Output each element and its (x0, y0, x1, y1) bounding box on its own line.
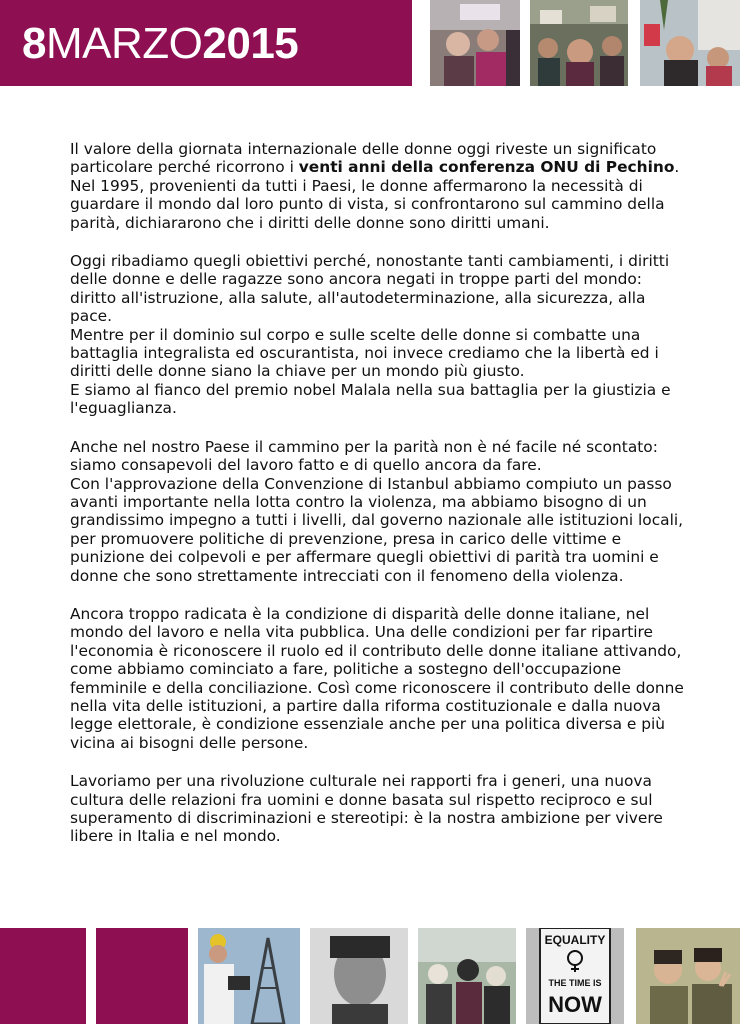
text-line: per promuovere politiche di prevenzione, presa in carico delle vittime e (70, 529, 622, 548)
sign-now-text: NOW (548, 992, 602, 1017)
text-line: parità, dichiararono che i diritti delle donne sono diritti umani. (70, 213, 550, 232)
text-line: Lavoriamo per una rivoluzione culturale nei rapporti fra i generi, una nuova (70, 772, 652, 791)
page-title (22, 18, 298, 70)
text-line: donne che sono strettamente intrecciati con il fenomeno della violenza. (70, 566, 624, 585)
paragraph-1 (70, 140, 682, 232)
sign-equality-text: EQUALITY (544, 933, 606, 947)
footer-photo-portrait (310, 928, 408, 1024)
text-fragment: particolare perché ricorrono i (70, 158, 299, 177)
text-line: mondo del lavoro e nella vita pubblica. Una delle condizioni per far ripartire (70, 623, 653, 642)
text-line: come abbiamo cominciato a fare, politiche a sostegno dell'occupazione (70, 660, 622, 679)
article-body (70, 140, 682, 866)
text-line: Anche nel nostro Paese il cammino per la parità non è né facile né scontato: (70, 437, 658, 456)
text-line: avanti importante nella lotta contro la violenza, ma abbiamo bisogno di un (70, 492, 647, 511)
text-line: diritto all'istruzione, alla salute, all'autodeterminazione, alla sicurezza, alla (70, 288, 646, 307)
text-line: delle donne e delle ragazze sono ancora negati in troppe parti del mondo: (70, 270, 642, 289)
header-photo-protest-1 (430, 0, 520, 86)
paragraph-2 (70, 252, 682, 418)
text-line: nella vita delle istituzioni, a partire dalla riforma costituzionale e dalla nuova (70, 696, 661, 715)
text-line: siamo consapevoli del lavoro fatto e di quello ancora da fare. (70, 456, 542, 475)
text-line: Mentre per il dominio sul corpo e sulle scelte delle donne si combatte una (70, 325, 641, 344)
text-line: Nel 1995, provenienti da tutti i Paesi, le donne affermarono la necessità di (70, 176, 643, 195)
highlighted-text: venti anni della conferenza ONU di Pechino (298, 158, 675, 177)
footer-photo-equality-sign (526, 928, 624, 1024)
text-line: pace. (70, 307, 113, 326)
text-line (70, 158, 682, 176)
text-line: l'economia è riconoscere il ruolo ed il contributo delle donne italiane attivando, (70, 641, 682, 660)
footer-photo-engineer (198, 928, 300, 1024)
text-line: Oggi ribadiamo quegli obiettivi perché, nonostante tanti cambiamenti, i diritti (70, 252, 670, 271)
footer-photo-soldiers (636, 928, 740, 1024)
title-day: 8 (22, 19, 46, 68)
text-line: E siamo al fianco del premio nobel Malala nella sua battaglia per la giustizia e (70, 380, 671, 399)
footer-photo-march (418, 928, 516, 1024)
text-line: guardare il mondo dal loro punto di vista, si confrontarono sul cammino della (70, 195, 665, 214)
text-line: vicina ai bisogni delle persone. (70, 733, 309, 752)
text-line: grandissimo impegno a tutti i livelli, dal governo nazionale alle istituzioni locali, (70, 511, 684, 530)
text-line: libere in Italia e nel mondo. (70, 827, 281, 846)
text-line: l'eguaglianza. (70, 399, 177, 418)
title-month: MARZO (45, 19, 203, 68)
header-photo-protest-3 (640, 0, 740, 86)
text-line: Ancora troppo radicata è la condizione di disparità delle donne italiane, nel (70, 604, 650, 623)
text-line: Con l'approvazione della Convenzione di Istanbul abbiamo compiuto un passo (70, 474, 672, 493)
header-photo-protest-2 (530, 0, 628, 86)
text-line: Il valore della giornata internazionale delle donne oggi riveste un significato (70, 140, 657, 158)
footer-block-1 (0, 928, 86, 1024)
text-line: legge elettorale, è condizione essenziale anche per una politica diversa e più (70, 715, 666, 734)
title-year: 2015 (202, 19, 299, 68)
paragraph-5 (70, 772, 682, 846)
paragraph-4 (70, 605, 682, 752)
text-line: femminile e della conciliazione. Così come riconoscere il contributo delle donne (70, 678, 684, 697)
sign-the-time-is-text: THE TIME IS (548, 978, 602, 988)
text-line: cultura delle relazioni fra uomini e donne basata sul rispetto reciproco e sul (70, 790, 653, 809)
text-fragment: . (674, 158, 680, 177)
text-line: diritti delle donne siano la chiave per un mondo più giusto. (70, 362, 525, 381)
paragraph-3 (70, 438, 682, 585)
text-line: superamento di discriminazioni e stereotipi: è la nostra ambizione per vivere (70, 809, 663, 827)
text-line: punizione dei colpevoli e per affermare quegli obiettivi di parità tra uomini e (70, 548, 659, 567)
footer-block-2 (96, 928, 188, 1024)
text-line: battaglia integralista ed oscurantista, noi invece crediamo che la libertà ed i (70, 344, 659, 363)
